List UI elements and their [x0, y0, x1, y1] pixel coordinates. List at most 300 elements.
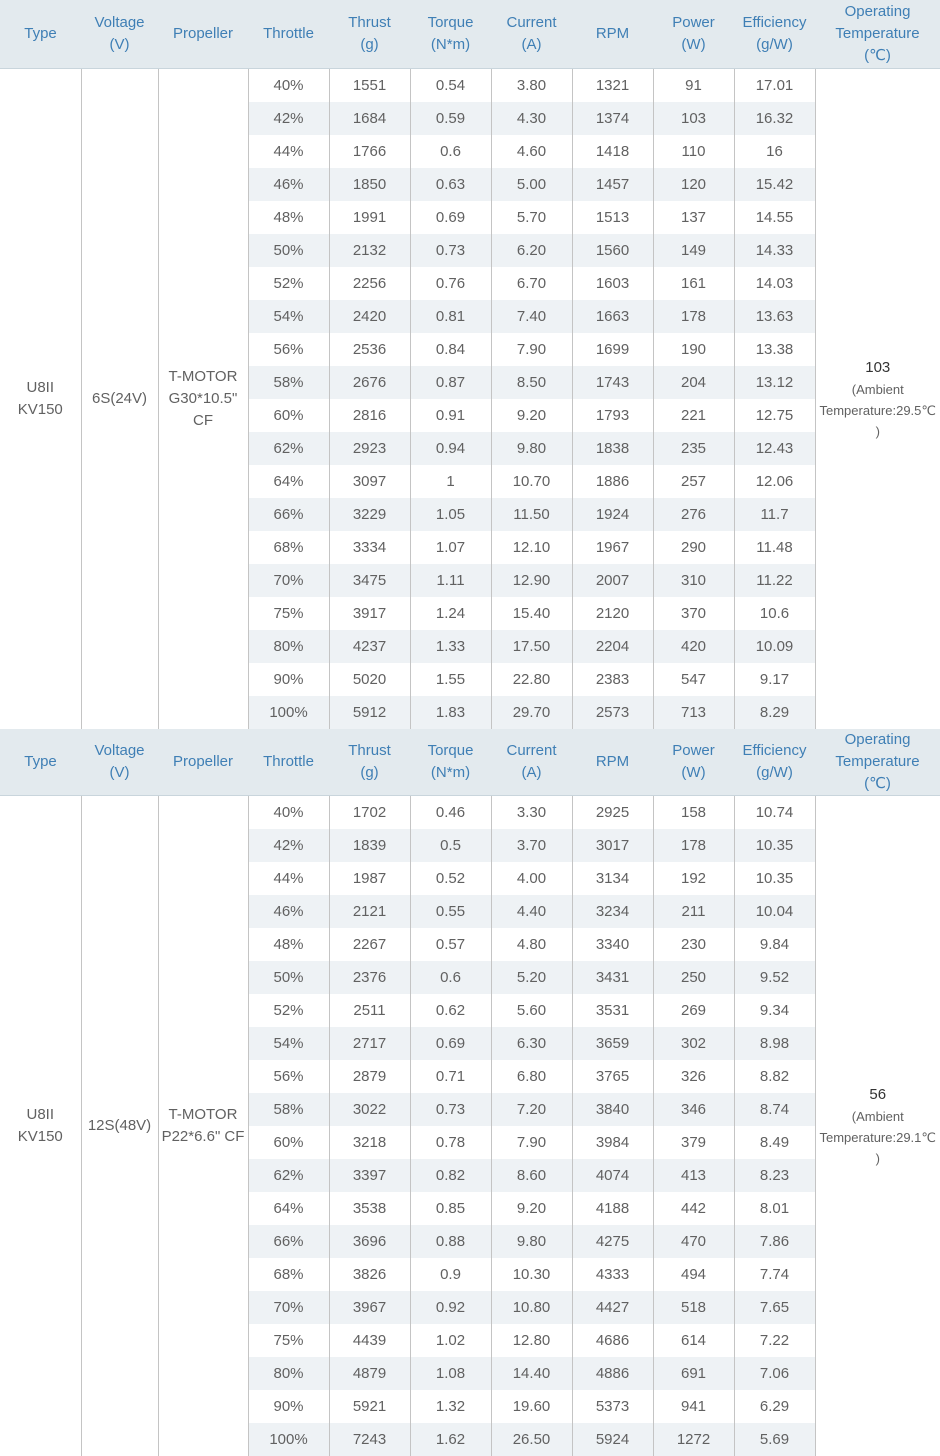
voltage-cell: [81, 69, 158, 730]
text-line: Efficiency: [736, 740, 813, 762]
torque-cell: 1.05: [410, 498, 491, 531]
operating-temperature-cell: [815, 796, 940, 1456]
current-cell: 4.40: [491, 895, 572, 928]
power-cell: 713: [653, 696, 734, 729]
current-cell: 5.70: [491, 201, 572, 234]
power-cell: 302: [653, 1027, 734, 1060]
torque-cell: 0.5: [410, 829, 491, 862]
throttle-cell: 60%: [248, 1126, 329, 1159]
current-cell: 10.80: [491, 1291, 572, 1324]
current-cell: 10.30: [491, 1258, 572, 1291]
torque-cell: 0.84: [410, 333, 491, 366]
thrust-cell: 7243: [329, 1423, 410, 1456]
throttle-cell: 80%: [248, 630, 329, 663]
thrust-cell: 5912: [329, 696, 410, 729]
thrust-cell: 2267: [329, 928, 410, 961]
torque-cell: 0.92: [410, 1291, 491, 1324]
column-header-throttle: [248, 0, 329, 69]
current-cell: 19.60: [491, 1390, 572, 1423]
current-cell: 6.20: [491, 234, 572, 267]
current-cell: 3.70: [491, 829, 572, 862]
text-line: RPM: [574, 23, 651, 45]
text-line: Current: [493, 740, 570, 762]
power-cell: 370: [653, 597, 734, 630]
power-cell: 269: [653, 994, 734, 1027]
column-header-throttle: [248, 729, 329, 796]
torque-cell: 0.81: [410, 300, 491, 333]
thrust-cell: 3334: [329, 531, 410, 564]
propeller-cell: [158, 69, 248, 730]
torque-cell: 1.24: [410, 597, 491, 630]
power-cell: 158: [653, 796, 734, 830]
efficiency-cell: 10.35: [734, 862, 815, 895]
efficiency-cell: 8.82: [734, 1060, 815, 1093]
thrust-cell: 1551: [329, 69, 410, 103]
throttle-cell: 70%: [248, 564, 329, 597]
torque-cell: 0.94: [410, 432, 491, 465]
current-cell: 10.70: [491, 465, 572, 498]
operating-temperature-cell: [815, 69, 940, 730]
power-cell: 470: [653, 1225, 734, 1258]
torque-cell: 1.33: [410, 630, 491, 663]
current-cell: 14.40: [491, 1357, 572, 1390]
current-cell: 9.20: [491, 399, 572, 432]
rpm-cell: 1924: [572, 498, 653, 531]
thrust-cell: 5020: [329, 663, 410, 696]
power-cell: 192: [653, 862, 734, 895]
current-cell: 5.00: [491, 168, 572, 201]
efficiency-cell: 11.7: [734, 498, 815, 531]
column-header-efficiency: [734, 0, 815, 69]
rpm-cell: 3017: [572, 829, 653, 862]
thrust-cell: 2536: [329, 333, 410, 366]
thrust-cell: 2121: [329, 895, 410, 928]
text-line: T-MOTOR: [159, 366, 248, 388]
efficiency-cell: 9.17: [734, 663, 815, 696]
text-line: G30*10.5": [159, 388, 248, 410]
text-line: Propeller: [160, 23, 246, 45]
column-header-thrust: [329, 729, 410, 796]
power-cell: 518: [653, 1291, 734, 1324]
power-cell: 310: [653, 564, 734, 597]
efficiency-cell: 14.33: [734, 234, 815, 267]
column-header-torque: [410, 0, 491, 69]
text-line: CF: [159, 410, 248, 432]
current-cell: 3.80: [491, 69, 572, 103]
thrust-cell: 3022: [329, 1093, 410, 1126]
efficiency-cell: 14.55: [734, 201, 815, 234]
rpm-cell: 1513: [572, 201, 653, 234]
current-cell: 8.50: [491, 366, 572, 399]
temperature-value: 56: [816, 1084, 940, 1106]
text-line: (g): [331, 34, 408, 56]
temperature-value: 103: [816, 357, 940, 379]
text-line: P22*6.6" CF: [159, 1126, 248, 1148]
throttle-cell: 75%: [248, 597, 329, 630]
power-cell: 103: [653, 102, 734, 135]
text-line: Thrust: [331, 12, 408, 34]
thrust-cell: 3826: [329, 1258, 410, 1291]
throttle-cell: 64%: [248, 465, 329, 498]
thrust-cell: 1839: [329, 829, 410, 862]
motor-type-cell: [0, 796, 81, 1456]
text-line: KV150: [0, 1126, 81, 1148]
rpm-cell: 3984: [572, 1126, 653, 1159]
thrust-cell: 3475: [329, 564, 410, 597]
torque-cell: 0.73: [410, 1093, 491, 1126]
text-line: Throttle: [250, 23, 327, 45]
column-header-propeller: [158, 729, 248, 796]
throttle-cell: 46%: [248, 895, 329, 928]
power-cell: 250: [653, 961, 734, 994]
power-cell: 442: [653, 1192, 734, 1225]
column-header-type: [0, 729, 81, 796]
rpm-cell: 1838: [572, 432, 653, 465]
torque-cell: 0.88: [410, 1225, 491, 1258]
rpm-cell: 4427: [572, 1291, 653, 1324]
throttle-cell: 54%: [248, 1027, 329, 1060]
rpm-cell: 1793: [572, 399, 653, 432]
thrust-cell: 2132: [329, 234, 410, 267]
efficiency-cell: 11.22: [734, 564, 815, 597]
text-line: (Ambient: [816, 379, 940, 400]
efficiency-cell: 8.23: [734, 1159, 815, 1192]
current-cell: 17.50: [491, 630, 572, 663]
efficiency-cell: 16.32: [734, 102, 815, 135]
thrust-cell: 2923: [329, 432, 410, 465]
current-cell: 11.50: [491, 498, 572, 531]
current-cell: 26.50: [491, 1423, 572, 1456]
text-line: Current: [493, 12, 570, 34]
text-line: Power: [655, 12, 732, 34]
column-header-temperature: [815, 0, 940, 69]
text-line: Torque: [412, 740, 489, 762]
header-row: [0, 0, 940, 69]
text-line: 6S(24V): [82, 388, 158, 410]
thrust-cell: 2717: [329, 1027, 410, 1060]
current-cell: 6.30: [491, 1027, 572, 1060]
thrust-cell: 1766: [329, 135, 410, 168]
efficiency-cell: 10.04: [734, 895, 815, 928]
text-line: RPM: [574, 751, 651, 773]
current-cell: 4.80: [491, 928, 572, 961]
propeller-cell: [158, 796, 248, 1456]
current-cell: 7.20: [491, 1093, 572, 1126]
power-cell: 691: [653, 1357, 734, 1390]
thrust-cell: 2816: [329, 399, 410, 432]
rpm-cell: 4188: [572, 1192, 653, 1225]
efficiency-cell: 8.98: [734, 1027, 815, 1060]
text-line: Propeller: [160, 751, 246, 773]
text-line: Operating: [817, 729, 938, 751]
column-header-voltage: [81, 0, 158, 69]
power-cell: 91: [653, 69, 734, 103]
text-line: Voltage: [83, 12, 156, 34]
text-line: (A): [493, 34, 570, 56]
efficiency-cell: 7.65: [734, 1291, 815, 1324]
current-cell: 3.30: [491, 796, 572, 830]
rpm-cell: 1743: [572, 366, 653, 399]
throttle-cell: 40%: [248, 69, 329, 103]
thrust-cell: 1850: [329, 168, 410, 201]
column-header-thrust: [329, 0, 410, 69]
efficiency-cell: 13.12: [734, 366, 815, 399]
text-line: (℃): [817, 45, 938, 67]
column-header-current: [491, 0, 572, 69]
current-cell: 4.00: [491, 862, 572, 895]
efficiency-cell: 7.86: [734, 1225, 815, 1258]
thrust-cell: 3397: [329, 1159, 410, 1192]
power-cell: 257: [653, 465, 734, 498]
throttle-cell: 66%: [248, 1225, 329, 1258]
throttle-cell: 70%: [248, 1291, 329, 1324]
torque-cell: 0.63: [410, 168, 491, 201]
power-cell: 413: [653, 1159, 734, 1192]
text-line: (℃): [817, 773, 938, 795]
column-header-power: [653, 0, 734, 69]
throttle-cell: 75%: [248, 1324, 329, 1357]
column-header-rpm: [572, 0, 653, 69]
text-line: Power: [655, 740, 732, 762]
throttle-cell: 56%: [248, 1060, 329, 1093]
efficiency-cell: 9.34: [734, 994, 815, 1027]
rpm-cell: 3531: [572, 994, 653, 1027]
motor-type-cell: [0, 69, 81, 730]
power-cell: 326: [653, 1060, 734, 1093]
torque-cell: 1.83: [410, 696, 491, 729]
torque-cell: 0.54: [410, 69, 491, 103]
rpm-cell: 3659: [572, 1027, 653, 1060]
thrust-cell: 3917: [329, 597, 410, 630]
thrust-cell: 1684: [329, 102, 410, 135]
throttle-cell: 48%: [248, 201, 329, 234]
text-line: T-MOTOR: [159, 1104, 248, 1126]
throttle-cell: 90%: [248, 663, 329, 696]
thrust-cell: 2676: [329, 366, 410, 399]
throttle-cell: 44%: [248, 135, 329, 168]
column-header-propeller: [158, 0, 248, 69]
current-cell: 7.90: [491, 333, 572, 366]
text-line: ): [816, 1148, 940, 1169]
efficiency-cell: 17.01: [734, 69, 815, 103]
torque-cell: 1.11: [410, 564, 491, 597]
rpm-cell: 2007: [572, 564, 653, 597]
column-header-current: [491, 729, 572, 796]
torque-cell: 0.73: [410, 234, 491, 267]
throttle-cell: 50%: [248, 961, 329, 994]
text-line: (g): [331, 762, 408, 784]
efficiency-cell: 16: [734, 135, 815, 168]
table-row: [0, 69, 940, 103]
throttle-cell: 68%: [248, 531, 329, 564]
throttle-cell: 60%: [248, 399, 329, 432]
rpm-cell: 2204: [572, 630, 653, 663]
torque-cell: 1.32: [410, 1390, 491, 1423]
power-cell: 379: [653, 1126, 734, 1159]
current-cell: 15.40: [491, 597, 572, 630]
power-cell: 1272: [653, 1423, 734, 1456]
rpm-cell: 1560: [572, 234, 653, 267]
current-cell: 12.90: [491, 564, 572, 597]
current-cell: 29.70: [491, 696, 572, 729]
current-cell: 12.80: [491, 1324, 572, 1357]
column-header-efficiency: [734, 729, 815, 796]
text-line: (Ambient: [816, 1106, 940, 1127]
power-cell: 494: [653, 1258, 734, 1291]
current-cell: 6.80: [491, 1060, 572, 1093]
efficiency-cell: 10.6: [734, 597, 815, 630]
torque-cell: 0.87: [410, 366, 491, 399]
rpm-cell: 1603: [572, 267, 653, 300]
power-cell: 346: [653, 1093, 734, 1126]
thrust-cell: 2256: [329, 267, 410, 300]
text-line: Thrust: [331, 740, 408, 762]
text-line: Temperature:29.5℃: [816, 400, 940, 421]
text-line: 12S(48V): [82, 1115, 158, 1137]
torque-cell: 0.85: [410, 1192, 491, 1225]
thrust-cell: 2420: [329, 300, 410, 333]
thrust-cell: 4439: [329, 1324, 410, 1357]
torque-cell: 0.62: [410, 994, 491, 1027]
text-line: (V): [83, 762, 156, 784]
current-cell: 9.20: [491, 1192, 572, 1225]
torque-cell: 0.52: [410, 862, 491, 895]
text-line: U8II: [0, 377, 81, 399]
efficiency-cell: 9.52: [734, 961, 815, 994]
table-row: [0, 796, 940, 830]
throttle-cell: 80%: [248, 1357, 329, 1390]
efficiency-cell: 12.43: [734, 432, 815, 465]
rpm-cell: 3431: [572, 961, 653, 994]
power-cell: 614: [653, 1324, 734, 1357]
rpm-cell: 4333: [572, 1258, 653, 1291]
column-header-power: [653, 729, 734, 796]
current-cell: 4.60: [491, 135, 572, 168]
power-cell: 420: [653, 630, 734, 663]
rpm-cell: 3234: [572, 895, 653, 928]
column-header-temperature: [815, 729, 940, 796]
throttle-cell: 90%: [248, 1390, 329, 1423]
power-cell: 190: [653, 333, 734, 366]
text-line: U8II: [0, 1104, 81, 1126]
power-cell: 276: [653, 498, 734, 531]
thrust-cell: 2511: [329, 994, 410, 1027]
power-cell: 235: [653, 432, 734, 465]
throttle-cell: 62%: [248, 1159, 329, 1192]
efficiency-cell: 5.69: [734, 1423, 815, 1456]
throttle-cell: 68%: [248, 1258, 329, 1291]
rpm-cell: 1321: [572, 69, 653, 103]
efficiency-cell: 14.03: [734, 267, 815, 300]
throttle-cell: 58%: [248, 1093, 329, 1126]
text-line: Temperature:29.1℃: [816, 1127, 940, 1148]
thrust-cell: 3218: [329, 1126, 410, 1159]
torque-cell: 1: [410, 465, 491, 498]
efficiency-cell: 15.42: [734, 168, 815, 201]
text-line: Type: [2, 23, 79, 45]
torque-cell: 1.08: [410, 1357, 491, 1390]
torque-cell: 0.91: [410, 399, 491, 432]
efficiency-cell: 10.09: [734, 630, 815, 663]
text-line: Temperature: [817, 751, 938, 773]
text-line: (W): [655, 34, 732, 56]
power-cell: 221: [653, 399, 734, 432]
rpm-cell: 1418: [572, 135, 653, 168]
rpm-cell: 2383: [572, 663, 653, 696]
column-header-voltage: [81, 729, 158, 796]
torque-cell: 0.6: [410, 961, 491, 994]
rpm-cell: 3134: [572, 862, 653, 895]
thrust-cell: 2376: [329, 961, 410, 994]
throttle-cell: 100%: [248, 1423, 329, 1456]
rpm-cell: 1699: [572, 333, 653, 366]
header-row: [0, 729, 940, 796]
efficiency-cell: 7.74: [734, 1258, 815, 1291]
text-line: (W): [655, 762, 732, 784]
power-cell: 204: [653, 366, 734, 399]
current-cell: 7.40: [491, 300, 572, 333]
column-header-torque: [410, 729, 491, 796]
rpm-cell: 1967: [572, 531, 653, 564]
thrust-cell: 1991: [329, 201, 410, 234]
power-cell: 230: [653, 928, 734, 961]
power-cell: 211: [653, 895, 734, 928]
efficiency-cell: 10.74: [734, 796, 815, 830]
column-header-rpm: [572, 729, 653, 796]
rpm-cell: 4275: [572, 1225, 653, 1258]
thrust-cell: 2879: [329, 1060, 410, 1093]
rpm-cell: 2573: [572, 696, 653, 729]
text-line: (N*m): [412, 34, 489, 56]
current-cell: 4.30: [491, 102, 572, 135]
text-line: Torque: [412, 12, 489, 34]
throttle-cell: 40%: [248, 796, 329, 830]
efficiency-cell: 8.01: [734, 1192, 815, 1225]
efficiency-cell: 8.74: [734, 1093, 815, 1126]
rpm-cell: 1663: [572, 300, 653, 333]
text-line: Operating: [817, 1, 938, 23]
throttle-cell: 56%: [248, 333, 329, 366]
torque-cell: 0.55: [410, 895, 491, 928]
efficiency-cell: 9.84: [734, 928, 815, 961]
current-cell: 5.20: [491, 961, 572, 994]
efficiency-cell: 10.35: [734, 829, 815, 862]
efficiency-cell: 8.49: [734, 1126, 815, 1159]
thrust-cell: 3696: [329, 1225, 410, 1258]
throttle-cell: 46%: [248, 168, 329, 201]
text-line: Efficiency: [736, 12, 813, 34]
torque-cell: 0.78: [410, 1126, 491, 1159]
torque-cell: 0.69: [410, 201, 491, 234]
throttle-cell: 52%: [248, 994, 329, 1027]
thrust-cell: 4237: [329, 630, 410, 663]
thrust-cell: 3538: [329, 1192, 410, 1225]
thrust-cell: 5921: [329, 1390, 410, 1423]
throttle-cell: 54%: [248, 300, 329, 333]
power-cell: 110: [653, 135, 734, 168]
power-cell: 178: [653, 829, 734, 862]
thrust-cell: 3229: [329, 498, 410, 531]
throttle-cell: 44%: [248, 862, 329, 895]
rpm-cell: 3340: [572, 928, 653, 961]
efficiency-cell: 13.38: [734, 333, 815, 366]
throttle-cell: 42%: [248, 829, 329, 862]
efficiency-cell: 13.63: [734, 300, 815, 333]
power-cell: 547: [653, 663, 734, 696]
current-cell: 22.80: [491, 663, 572, 696]
column-header-type: [0, 0, 81, 69]
power-cell: 290: [653, 531, 734, 564]
